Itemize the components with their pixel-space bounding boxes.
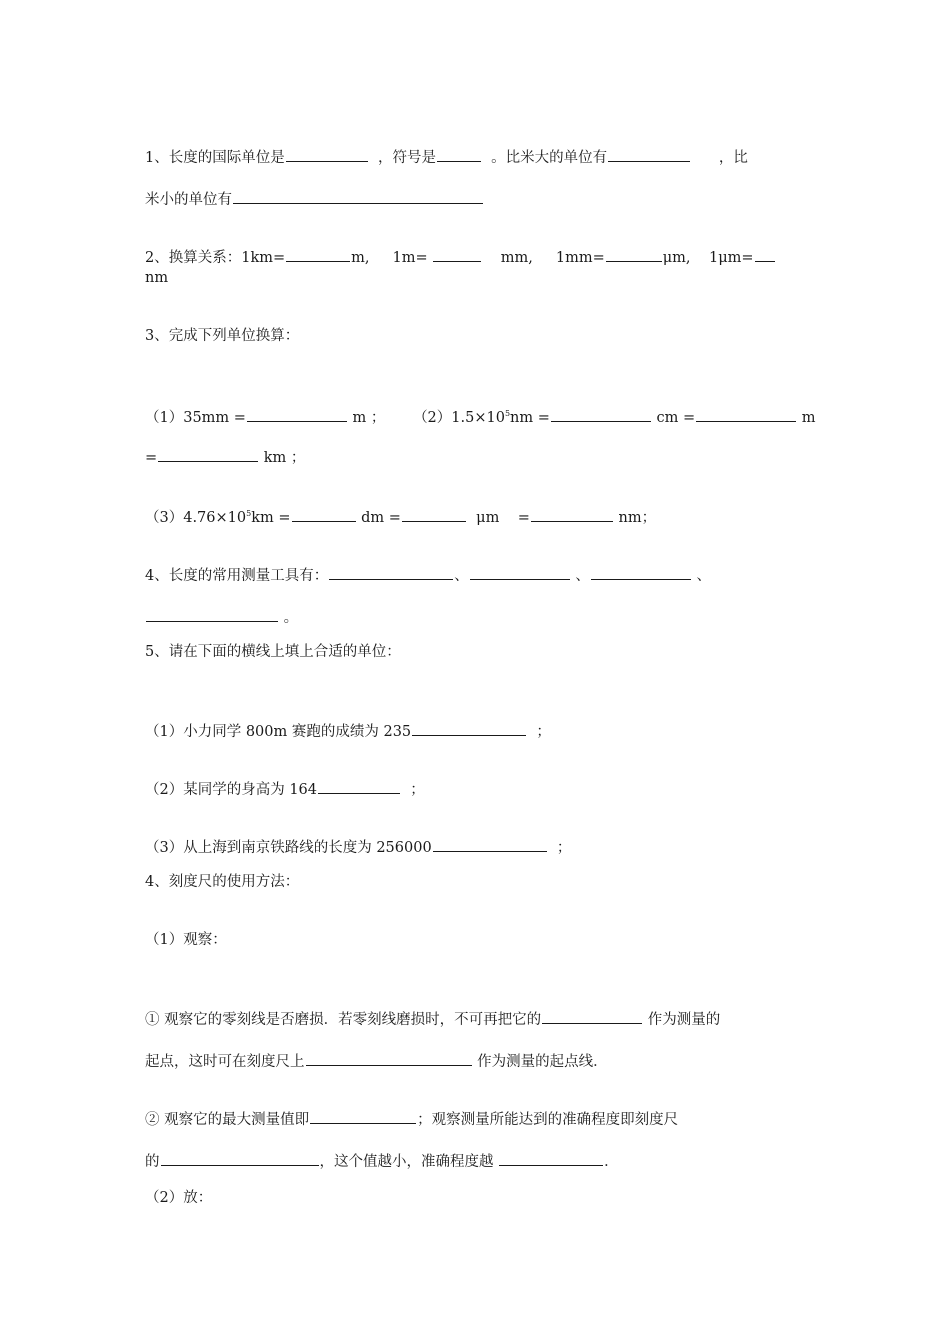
blank-larger-units[interactable] (608, 146, 690, 162)
q4-line1: 4、长度的常用测量工具有： 、 、 、 (145, 544, 711, 586)
blank-unit-railway[interactable] (433, 836, 547, 852)
q6-title: 4、刻度尺的使用方法： (145, 874, 300, 890)
blank-si-unit[interactable] (286, 146, 368, 162)
blank-km-nm[interactable] (531, 506, 613, 522)
q6-observe-2-line2: 的 ，这个值越小，准确程度越 ． (145, 1130, 619, 1172)
blank-new-start-line[interactable] (306, 1050, 472, 1066)
blank-symbol[interactable] (437, 146, 481, 162)
blank-smaller-units[interactable] (233, 188, 483, 204)
q5-item3: （3）从上海到南京铁路线的长度为 256000 ； (145, 816, 571, 858)
q6-observe: （1）观察： (145, 932, 227, 948)
blank-zero-line[interactable] (542, 1008, 642, 1024)
blank-division-value[interactable] (161, 1150, 319, 1166)
q5-item1: （1）小力同学 800m 赛跑的成绩为 235 ； (145, 700, 551, 742)
q3-part1: （1）35mm = m ； $(2)1.5\times 10^5nm$ = cm = m (145, 384, 816, 428)
blank-nm-cm[interactable] (551, 406, 651, 422)
q6-place: （2）放： (145, 1190, 213, 1206)
blank-unit-race-time[interactable] (412, 720, 526, 736)
q3-part3: $(3)4.76\times 10^5km$ = dm = μm = nm； (145, 484, 656, 528)
blank-um-to-nm[interactable] (755, 246, 775, 262)
q1-line2: 米小的单位有 (145, 168, 484, 210)
blank-nm-km[interactable] (158, 446, 258, 462)
blank-nm-m[interactable] (696, 406, 796, 422)
blank-35mm-m[interactable] (247, 406, 347, 422)
q4-line2: 。 (145, 586, 298, 628)
q1-line1: 1、长度的国际单位是 ，符号是 。比米大的单位有 ，比 (145, 126, 748, 168)
blank-tool-4[interactable] (146, 606, 278, 622)
q5-title: 5、请在下面的横线上填上合适的单位： (145, 644, 401, 660)
blank-precision[interactable] (499, 1150, 603, 1166)
blank-tool-3[interactable] (591, 564, 691, 580)
q3-title: 3、完成下列单位换算： (145, 328, 300, 344)
q6-observe-2-line1: ② 观察它的最大测量值即 ；观察测量所能达到的准确程度即刻度尺 (145, 1088, 678, 1130)
blank-mm-to-um[interactable] (606, 246, 662, 262)
q6-observe-1-line2: 起点，这时可在刻度尺上 作为测量的起点线． (145, 1030, 608, 1072)
blank-km-to-m[interactable] (286, 246, 350, 262)
q2-line2: nm (145, 270, 169, 286)
blank-m-to-mm[interactable] (433, 246, 481, 262)
q2-line1: 2、换算关系：1km= m, 1m= mm, 1mm= μm, 1μm= (145, 226, 776, 268)
blank-tool-1[interactable] (329, 564, 453, 580)
q3-part1-cont: = km ； (145, 426, 305, 468)
blank-km-um[interactable] (402, 506, 466, 522)
blank-max-range[interactable] (310, 1108, 416, 1124)
blank-unit-height[interactable] (318, 778, 400, 794)
blank-km-dm[interactable] (292, 506, 356, 522)
blank-tool-2[interactable] (470, 564, 570, 580)
q5-item2: （2）某同学的身高为 164 ； (145, 758, 425, 800)
q6-observe-1-line1: ① 观察它的零刻线是否磨损．若零刻线磨损时，不可再把它的 作为测量的 (145, 988, 720, 1030)
